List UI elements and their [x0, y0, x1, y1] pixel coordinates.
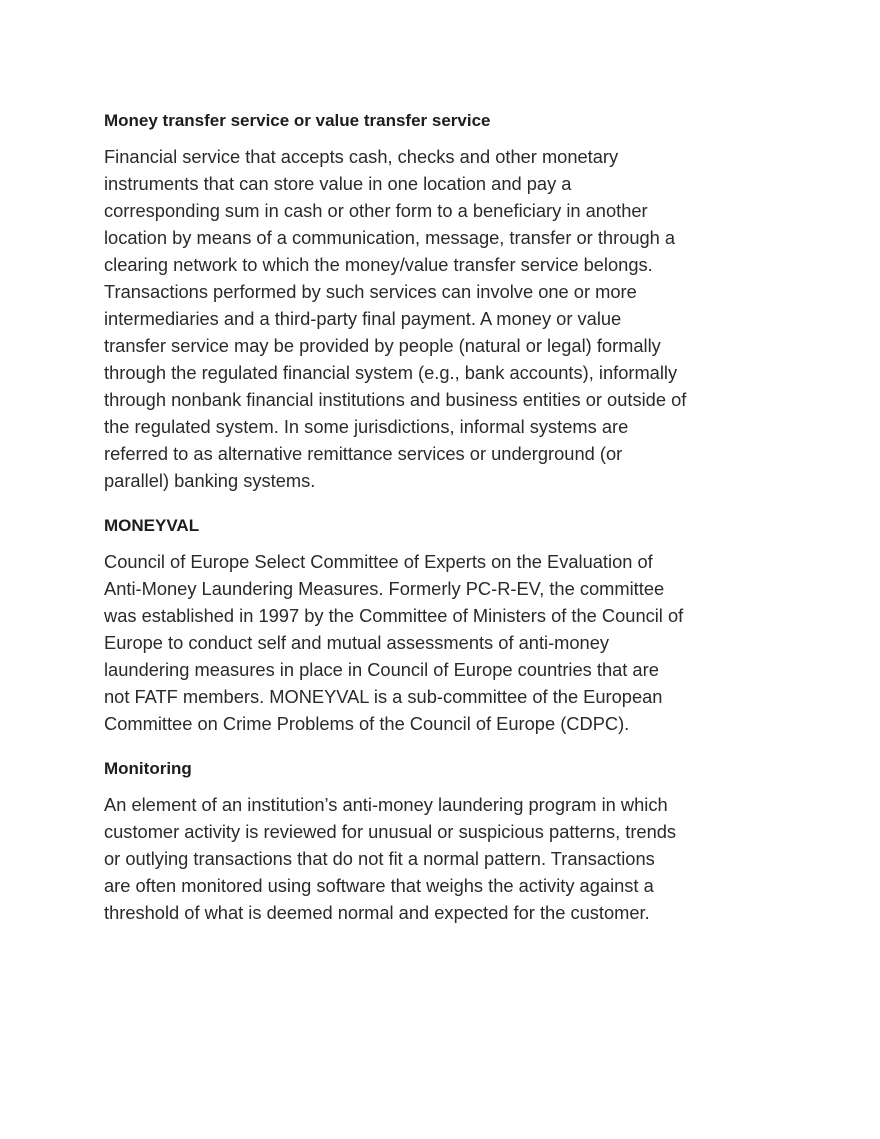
definition-line: Europe to conduct self and mutual assessments of anti-money [104, 632, 610, 653]
definition-line: through the regulated financial system (e.g., bank accounts), informally [104, 362, 678, 383]
definition-line: are often monitored using software that weighs the activity against a [104, 875, 654, 896]
entry-term: MONEYVAL [104, 516, 200, 535]
glossary-entry-monitoring [104, 755, 804, 926]
definition-line: Anti-Money Laundering Measures. Formerly PC-R-EV, the committee [104, 578, 665, 599]
definition-line: transfer service may be provided by people (natural or legal) formally [104, 335, 661, 356]
definition-line: Committee on Crime Problems of the Council of Europe (CDPC). [104, 713, 630, 734]
definition-line: referred to as alternative remittance services or underground (or [104, 443, 623, 464]
definition-line: not FATF members. MONEYVAL is a sub-committee of the European [104, 686, 663, 707]
definition-line: was established in 1997 by the Committee of Ministers of the Council of [104, 605, 684, 626]
definition-line: threshold of what is deemed normal and expected for the customer. [104, 902, 650, 923]
entry-definition [104, 548, 804, 737]
definition-line: or outlying transactions that do not fit a normal pattern. Transactions [104, 848, 655, 869]
glossary-entry-money-transfer-service [104, 107, 804, 494]
definition-line: through nonbank financial institutions and business entities or outside of [104, 389, 687, 410]
entry-term: Monitoring [104, 759, 192, 778]
definition-line: Transactions performed by such services can involve one or more [104, 281, 637, 302]
definition-line: laundering measures in place in Council of Europe countries that are [104, 659, 659, 680]
definition-line: the regulated system. In some jurisdictions, informal systems are [104, 416, 629, 437]
definition-line: location by means of a communication, message, transfer or through a [104, 227, 676, 248]
definition-line: Council of Europe Select Committee of Experts on the Evaluation of [104, 551, 653, 572]
definition-line: parallel) banking systems. [104, 470, 316, 491]
definition-line: An element of an institution’s anti-money laundering program in which [104, 794, 668, 815]
definition-line: Financial service that accepts cash, checks and other monetary [104, 146, 619, 167]
entry-term: Money transfer service or value transfer service [104, 111, 491, 130]
entry-definition [104, 143, 804, 494]
definition-line: customer activity is reviewed for unusual or suspicious patterns, trends [104, 821, 677, 842]
entry-definition [104, 791, 804, 926]
definition-line: intermediaries and a third-party final payment. A money or value [104, 308, 622, 329]
glossary-entry-moneyval [104, 512, 804, 737]
definition-line: instruments that can store value in one location and pay a [104, 173, 572, 194]
glossary-page [104, 107, 804, 944]
definition-line: corresponding sum in cash or other form to a beneficiary in another [104, 200, 648, 221]
definition-line: clearing network to which the money/value transfer service belongs. [104, 254, 653, 275]
